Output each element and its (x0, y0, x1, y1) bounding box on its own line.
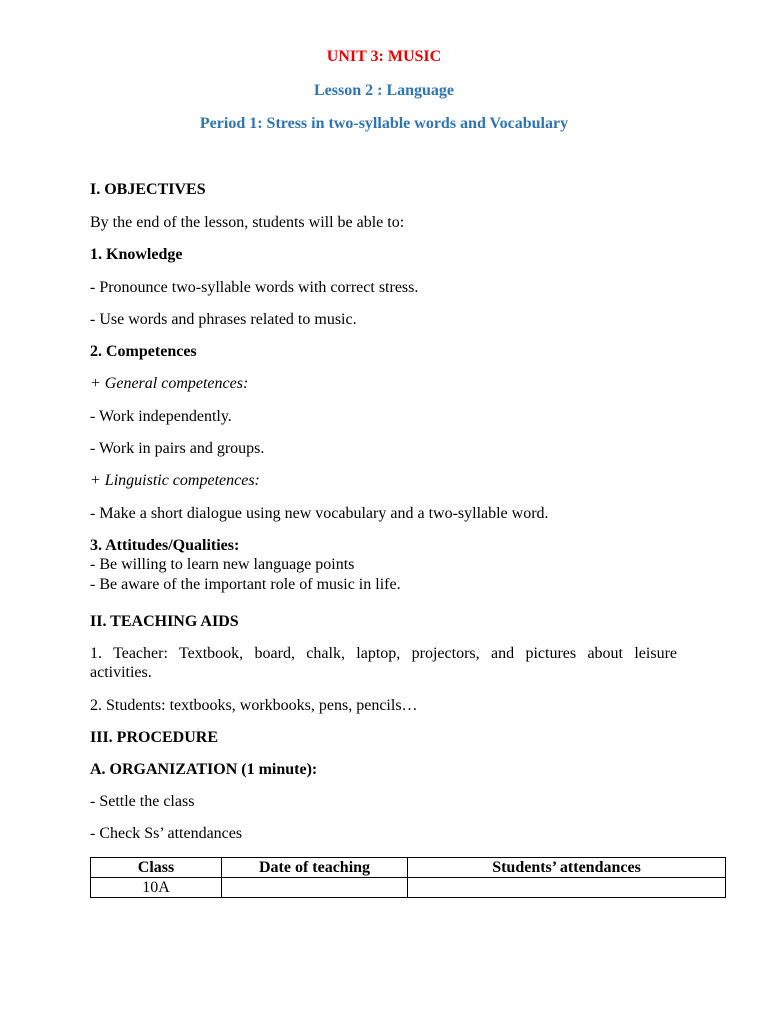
organization-item: - Check Ss’ attendances (90, 825, 243, 842)
students-aids-line: 2. Students: textbooks, workbooks, pens, pencils… (90, 697, 418, 714)
period-title: Period 1: Stress in two-syllable words and Vocabulary (199, 115, 569, 132)
objectives-intro: By the end of the lesson, students will be able to: (90, 214, 405, 231)
column-header-date: Date of teaching (222, 858, 408, 878)
table-row (91, 878, 726, 898)
general-competence-item: - Work in pairs and groups. (90, 440, 265, 457)
general-competences-label: + General competences: (90, 375, 249, 392)
teacher-aids-line: 1. Teacher: Textbook, board, chalk, laptop, projectors, and pictures about leisure (90, 645, 677, 662)
table-cell-class: 10A (91, 878, 222, 898)
general-competence-item: - Work independently. (90, 408, 232, 425)
table-cell-date (222, 878, 408, 898)
competences-heading: 2. Competences (90, 343, 197, 360)
column-header-class: Class (91, 858, 222, 878)
organization-heading: A. ORGANIZATION (1 minute): (90, 761, 318, 778)
table-header-row (91, 858, 726, 878)
unit-title: UNIT 3: MUSIC (326, 48, 442, 65)
organization-item: - Settle the class (90, 793, 195, 810)
column-header-attendances: Students’ attendances (408, 858, 726, 878)
attitudes-item: - Be willing to learn new language points (90, 556, 355, 573)
procedure-heading: III. PROCEDURE (90, 729, 219, 746)
linguistic-competences-label: + Linguistic competences: (90, 472, 260, 489)
knowledge-item: - Pronounce two-syllable words with correct stress. (90, 279, 419, 296)
objectives-heading: I. OBJECTIVES (90, 181, 206, 198)
linguistic-competence-item: - Make a short dialogue using new vocabulary and a two-syllable word. (90, 505, 549, 522)
lesson-title: Lesson 2 : Language (313, 82, 455, 99)
attendance-table (90, 857, 726, 898)
table-cell-attendances (408, 878, 726, 898)
attitudes-heading: 3. Attitudes/Qualities: (90, 537, 240, 554)
attitudes-item: - Be aware of the important role of music in life. (90, 576, 401, 593)
knowledge-item: - Use words and phrases related to music. (90, 311, 357, 328)
knowledge-heading: 1. Knowledge (90, 246, 183, 263)
teacher-aids-line-continued: activities. (90, 664, 152, 681)
teaching-aids-heading: II. TEACHING AIDS (90, 613, 239, 630)
